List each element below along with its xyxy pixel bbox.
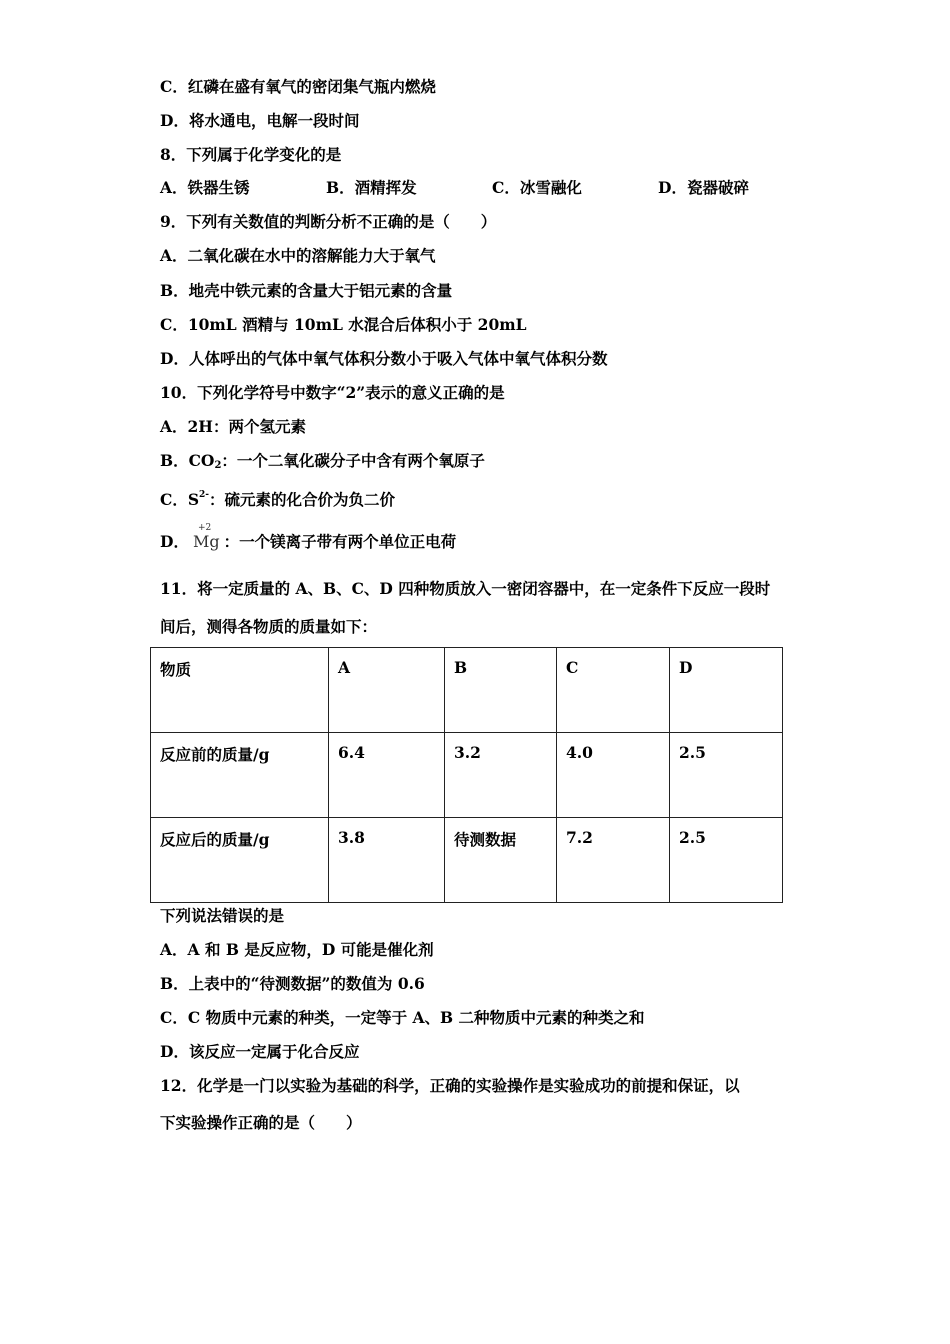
q10-option-b	[160, 450, 485, 477]
q11-stem-line1: 11．将一定质量的 A、B、C、D 四种物质放入一密闭容器中，在一定条件下反应一段时	[160, 579, 771, 598]
table-row	[151, 818, 783, 903]
table-cell: 7.2	[557, 818, 670, 903]
table-header-row	[151, 648, 783, 733]
table-header-cell: D	[670, 648, 783, 733]
q10-b-rest: ：一个二氧化碳分子中含有两个氧原子	[221, 451, 485, 470]
table-header-cell: C	[557, 648, 670, 733]
table-cell: 6.4	[329, 733, 445, 818]
q11-prompt: 下列说法错误的是	[160, 906, 285, 925]
q11-option-c: C．C 物质中元素的种类，一定等于 A、B 二种物质中元素的种类之和	[160, 1008, 645, 1027]
table-cell: 4.0	[557, 733, 670, 818]
q10-c-rest: ：硫元素的化合价为负二价	[209, 490, 396, 509]
q9-option-a: A．二氧化碳在水中的溶解能力大于氧气	[160, 246, 436, 265]
table-cell: 待测数据	[445, 818, 557, 903]
q8-option-d: D．瓷器破碎	[658, 178, 749, 197]
q11-option-b: B．上表中的“待测数据”的数值为 0.6	[160, 974, 425, 993]
q11-stem-line2: 间后，测得各物质的质量如下：	[160, 617, 378, 636]
q7-option-c: C．红磷在盛有氧气的密闭集气瓶内燃烧	[160, 77, 436, 96]
mass-table	[150, 647, 783, 903]
table-cell: 反应前的质量/g	[151, 733, 329, 818]
q8-option-a: A．铁器生锈	[160, 178, 250, 197]
q12-stem-line1: 12．化学是一门以实验为基础的科学，正确的实验操作是实验成功的前提和保证，以	[160, 1076, 740, 1095]
q8-stem: 8．下列属于化学变化的是	[160, 145, 342, 164]
table-cell: 3.2	[445, 733, 557, 818]
q10-b-prefix: B．CO	[160, 451, 215, 470]
mg-charge: +2	[197, 523, 212, 533]
q7-option-d: D．将水通电，电解一段时间	[160, 111, 360, 130]
table-header-cell: B	[445, 648, 557, 733]
q11-option-a: A．A 和 B 是反应物，D 可能是催化剂	[160, 940, 434, 959]
q10-option-d	[160, 523, 457, 553]
q12-stem-line2: 下实验操作正确的是（ ）	[160, 1113, 362, 1132]
q11-option-d: D．该反应一定属于化合反应	[160, 1042, 360, 1061]
q8-options	[160, 177, 824, 199]
q9-option-c: C．10mL 酒精与 10mL 水混合后体积小于 20mL	[160, 315, 527, 334]
table-cell: 3.8	[329, 818, 445, 903]
q9-stem: 9．下列有关数值的判断分析不正确的是（ ）	[160, 212, 497, 231]
q9-option-d: D．人体呼出的气体中氧气体积分数小于吸入气体中氧气体积分数	[160, 349, 608, 368]
table-row	[151, 733, 783, 818]
q8-option-c: C．冰雪融化	[492, 178, 582, 197]
q8-option-b: B．酒精挥发	[326, 178, 417, 197]
mg-valence-symbol	[192, 523, 220, 553]
q10-d-prefix: D．	[160, 532, 189, 551]
table-header-cell: A	[329, 648, 445, 733]
q10-c-superscript: 2-	[199, 490, 210, 500]
q10-option-c	[160, 484, 395, 511]
q10-d-rest: ：一个镁离子带有两个单位正电荷	[223, 532, 457, 551]
q10-stem: 10．下列化学符号中数字“2”表示的意义正确的是	[160, 383, 505, 402]
table-cell: 2.5	[670, 733, 783, 818]
table-cell: 反应后的质量/g	[151, 818, 329, 903]
q10-option-a: A．2H：两个氢元素	[160, 417, 306, 436]
q10-b-subscript: 2	[214, 460, 222, 471]
table-cell: 2.5	[670, 818, 783, 903]
table-header-cell: 物质	[151, 648, 329, 733]
q10-c-prefix: C．S	[160, 490, 200, 509]
mg-symbol: Mg	[192, 532, 220, 551]
q9-option-b: B．地壳中铁元素的含量大于铝元素的含量	[160, 281, 453, 300]
